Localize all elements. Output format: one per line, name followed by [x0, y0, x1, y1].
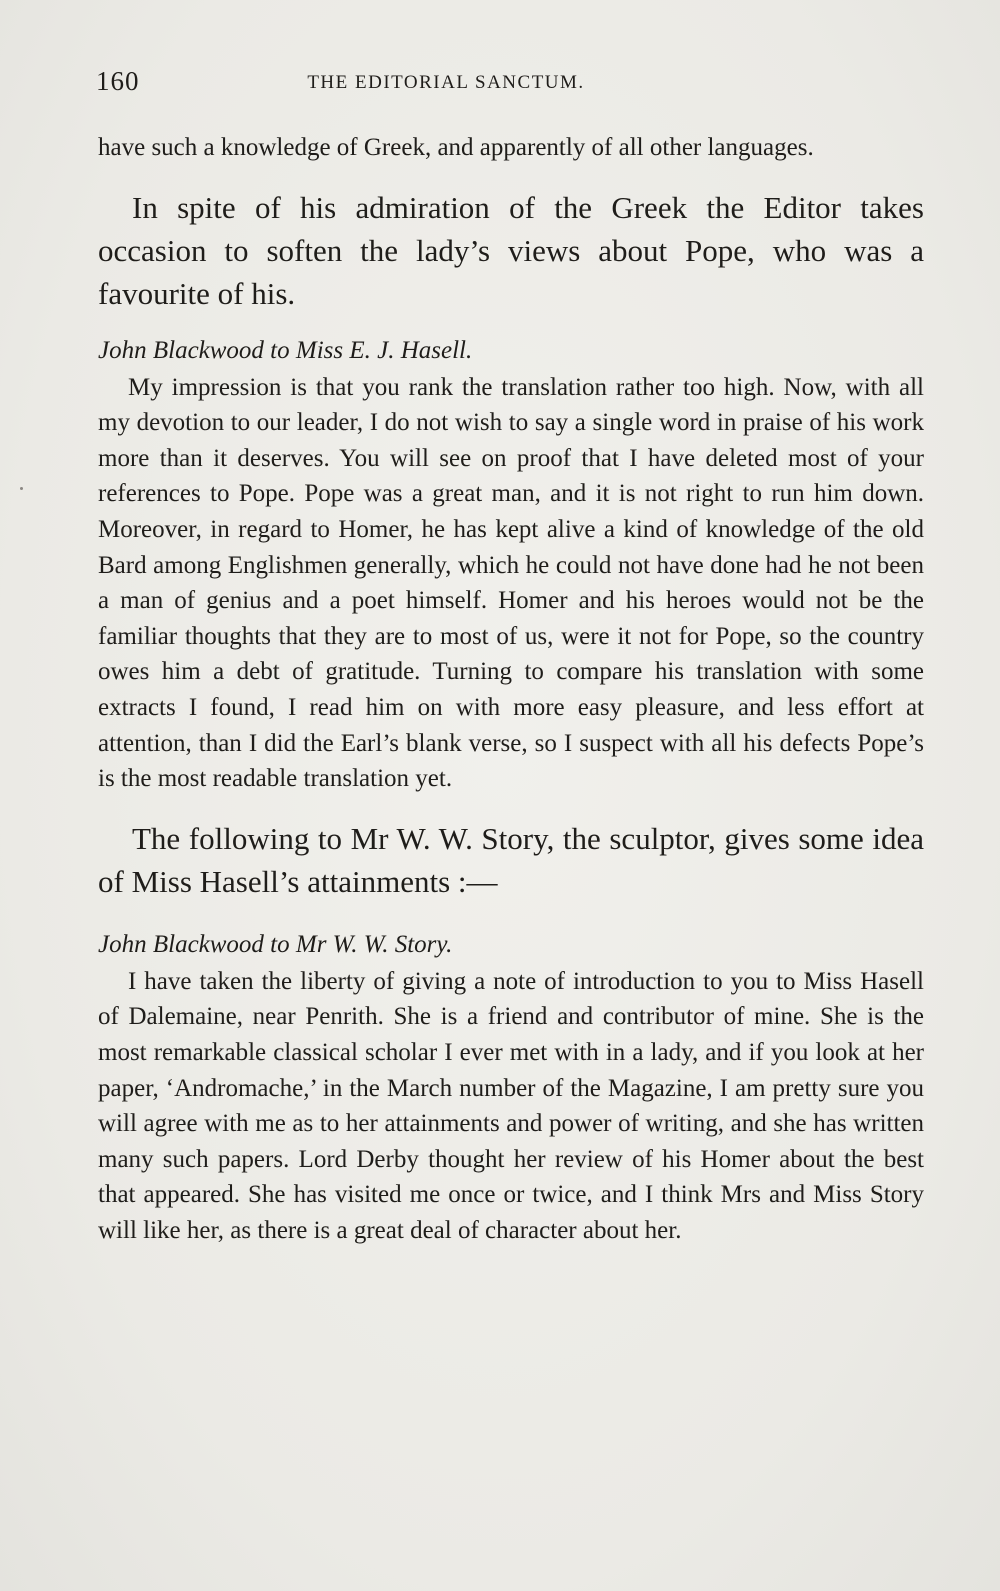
page-body: [98, 130, 924, 1248]
letter-body-story: I have taken the liberty of giving a note of introduction to you to Miss Hasell of Dalemaine, near Penrith. She is a friend and contributor of mine. She is the most remarkable classical scholar I ever met with in a lady, and if you look at her paper, ‘Andromache,’ in the March number of the Magazine, I am pretty sure you will agree with me as to her attainments and power of writing, and she has written many such papers. Lord Derby thought her review of his Homer about the best that appeared. She has visited me once or twice, and I think Mrs and Miss Story will like her, as there is a great deal of character about her.: [98, 967, 924, 1244]
running-head: [96, 66, 926, 106]
editorial-introduction-pope: In spite of his admiration of the Greek the Editor takes occasion to soften the lady’s views about Pope, who was a favourite of his.: [98, 189, 924, 311]
continued-paragraph: have such a knowledge of Greek, and apparently of all other languages.: [98, 134, 814, 161]
paper-speck: [20, 487, 23, 490]
letter-body-hasell: My impression is that you rank the translation rather too high. Now, with all my devotion to our leader, I do not wish to say a single word in praise of his work more than it deserves. You will see on proof that I have deleted most of your references to Pope. Pope was a great man, and it is not right to run him down. Moreover, in regard to Homer, he has kept alive a kind of knowledge of the old Bard among Englishmen generally, which he could not have done had he not been a man of genius and a poet himself. Homer and his heroes would not be the familiar thoughts that they are to most of us, were it not for Pope, so the country owes him a debt of gratitude. Turning to compare his translation with some extracts I found, I read him on with more easy pleasure, and less effort at attention, than I did the Earl’s blank verse, so I suspect with all his defects Pope’s is the most readable translation yet.: [98, 373, 924, 793]
running-title: THE EDITORIAL SANCTUM.: [307, 72, 585, 93]
letter-heading-story: John Blackwood to Mr W. W. Story.: [98, 930, 453, 958]
page-number: 160: [96, 66, 140, 96]
editorial-introduction-story: The following to Mr W. W. Story, the sculptor, gives some idea of Miss Hasell’s attainments :—: [98, 820, 924, 899]
letter-heading-hasell: John Blackwood to Miss E. J. Hasell.: [98, 336, 473, 364]
